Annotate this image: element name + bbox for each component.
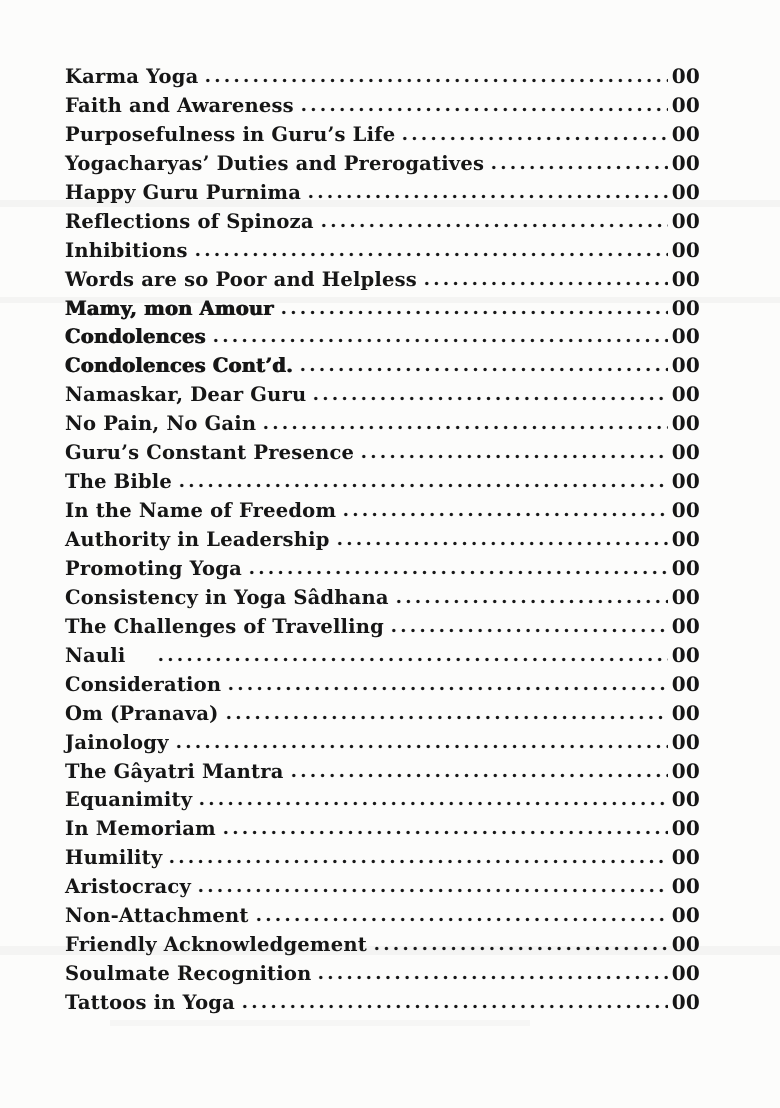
toc-row	[65, 409, 700, 438]
dot-leader	[254, 917, 668, 922]
toc-entry-title: Promoting Yoga	[65, 556, 242, 580]
toc-entry-title: The Challenges of Travelling	[65, 614, 384, 638]
toc-entry-page: 00	[671, 295, 700, 320]
dot-leader	[298, 367, 668, 372]
toc-entry-title: Mamy, mon Amour	[65, 296, 274, 320]
toc-entry-page: 00	[671, 382, 700, 407]
toc-row	[65, 294, 700, 323]
toc-row	[65, 699, 700, 728]
dot-leader	[389, 628, 668, 633]
dot-leader	[156, 657, 667, 662]
toc-entry-title: Condolences	[65, 325, 206, 349]
toc-entry-page: 00	[671, 324, 700, 349]
toc-entry-page: 00	[671, 208, 700, 233]
toc-entry-title: Happy Guru Purnima	[65, 180, 302, 204]
toc-row	[65, 62, 700, 91]
toc-entry-page: 00	[671, 121, 700, 146]
toc-entry-page: 00	[671, 237, 700, 262]
toc-entry-title: Karma Yoga	[65, 65, 199, 88]
toc-entry-title: Aristocracy	[65, 875, 191, 899]
toc-list	[65, 62, 700, 1017]
toc-entry-page: 00	[671, 932, 700, 957]
dot-leader	[400, 136, 667, 141]
toc-entry-title: Jainology	[65, 730, 169, 754]
toc-entry-title: Inhibitions	[65, 238, 188, 262]
toc-row	[65, 843, 700, 872]
toc-row	[65, 438, 700, 467]
toc-entry-page: 00	[671, 671, 700, 696]
dot-leader	[221, 830, 668, 835]
toc-entry-title: Words are so Poor and Helpless	[65, 267, 417, 291]
toc-row	[65, 988, 700, 1017]
toc-entry-page: 00	[671, 816, 700, 841]
toc-entry-title: Om (Pranava)	[65, 701, 219, 725]
toc-row	[65, 930, 700, 959]
toc-entry-page: 00	[671, 440, 700, 465]
toc-entry-title: Namaskar, Dear Guru	[65, 383, 307, 407]
dot-leader	[489, 165, 668, 170]
dot-leader	[335, 541, 668, 546]
toc-entry-page: 00	[671, 92, 700, 117]
toc-entry-page: 00	[671, 584, 700, 609]
toc-row	[65, 872, 700, 901]
toc-row	[65, 757, 700, 786]
toc-entry-title: No Pain, No Gain	[65, 412, 257, 436]
toc-entry-title: Equanimity	[65, 788, 193, 812]
toc-entry-page: 00	[671, 758, 700, 783]
toc-entry-page: 00	[671, 613, 700, 638]
toc-entry-title: The Bible	[65, 470, 173, 494]
dot-leader	[177, 483, 668, 488]
dot-leader	[372, 946, 668, 951]
toc-row	[65, 785, 700, 814]
toc-row	[65, 901, 700, 930]
dot-leader	[299, 107, 668, 112]
toc-entry-page: 00	[671, 961, 700, 986]
toc-entry-title: Faith and Awareness	[65, 93, 294, 117]
dot-leader	[422, 281, 668, 286]
dot-leader	[289, 773, 668, 778]
toc-entry-page: 00	[671, 527, 700, 551]
dot-leader	[261, 425, 668, 430]
dot-leader	[174, 744, 668, 749]
toc-entry-title: Friendly Acknowledgement	[65, 933, 367, 957]
toc-entry-page: 00	[671, 64, 700, 88]
toc-row	[65, 467, 700, 496]
dot-leader	[311, 396, 667, 401]
toc-entry-title: The Gâyatri Mantra	[65, 759, 284, 783]
toc-row	[65, 959, 700, 988]
toc-row	[65, 612, 700, 641]
dot-leader	[394, 599, 668, 604]
toc-entry-page: 00	[671, 700, 700, 725]
dot-leader	[247, 570, 668, 575]
toc-entry-title: Condolences Cont’d.	[65, 354, 294, 378]
toc-row	[65, 380, 700, 409]
toc-entry-page: 00	[671, 498, 700, 523]
toc-entry-page: 00	[671, 469, 700, 494]
dot-leader	[319, 223, 668, 228]
toc-row	[65, 207, 700, 236]
toc-entry-title: Non-Attachment	[65, 904, 249, 928]
toc-entry-page: 00	[671, 555, 700, 580]
toc-row	[65, 814, 700, 843]
dot-leader	[196, 888, 668, 893]
toc-entry-title: Soulmate Recognition	[65, 962, 312, 986]
toc-entry-title: Consideration	[65, 672, 222, 696]
toc-row	[65, 641, 700, 670]
dot-leader	[240, 1004, 668, 1009]
toc-entry-title: Guru’s Constant Presence	[65, 441, 355, 465]
toc-row	[65, 265, 700, 294]
dot-leader	[211, 338, 668, 343]
toc-row	[65, 178, 700, 207]
toc-row	[65, 496, 700, 525]
toc-entry-page: 00	[671, 150, 700, 175]
toc-entry-title: In Memoriam	[65, 817, 216, 841]
toc-entry-title: Humility	[65, 846, 163, 870]
toc-entry-title: Yogacharyas’ Duties and Prerogatives	[65, 151, 485, 175]
toc-entry-title: In the Name of Freedom	[65, 499, 337, 523]
toc-entry-page: 00	[671, 787, 700, 812]
dot-leader	[226, 686, 668, 691]
dot-leader	[224, 715, 668, 720]
toc-row	[65, 351, 700, 380]
dot-leader	[193, 252, 668, 257]
toc-entry-page: 00	[671, 729, 700, 754]
toc-entry-title: Reflections of Spinoza	[65, 209, 314, 233]
toc-entry-page: 00	[671, 903, 700, 928]
toc-row	[65, 120, 700, 149]
dot-leader	[316, 975, 667, 980]
toc-row	[65, 149, 700, 178]
toc-entry-title: Purposefulness in Guru’s Life	[65, 122, 396, 146]
dot-leader	[197, 801, 667, 806]
toc-entry-title: Authority in Leadership	[65, 528, 330, 551]
toc-entry-page: 00	[671, 642, 700, 667]
toc-entry-page: 00	[671, 179, 700, 204]
toc-entry-page: 00	[671, 411, 700, 436]
toc-entry-title: Tattoos in Yoga	[65, 991, 235, 1014]
toc-row	[65, 728, 700, 757]
dot-leader	[306, 194, 668, 199]
dot-leader	[341, 512, 668, 517]
toc-row	[65, 525, 700, 554]
dot-leader	[279, 310, 668, 315]
dot-leader	[203, 78, 667, 83]
scan-artifact	[110, 1020, 530, 1026]
toc-row	[65, 322, 700, 351]
dot-leader	[359, 454, 668, 459]
toc-row	[65, 583, 700, 612]
toc-entry-page: 00	[671, 845, 700, 870]
dot-leader	[167, 859, 667, 864]
toc-entry-page: 00	[671, 353, 700, 378]
toc-row	[65, 554, 700, 583]
toc-entry-page: 00	[671, 874, 700, 899]
toc-entry-page: 00	[671, 266, 700, 291]
toc-entry-title: Nauli	[65, 643, 126, 667]
toc-row	[65, 236, 700, 265]
toc-entry-page: 00	[671, 990, 700, 1014]
toc-row	[65, 670, 700, 699]
toc-row	[65, 91, 700, 120]
toc-entry-title: Consistency in Yoga Sâdhana	[65, 585, 389, 609]
